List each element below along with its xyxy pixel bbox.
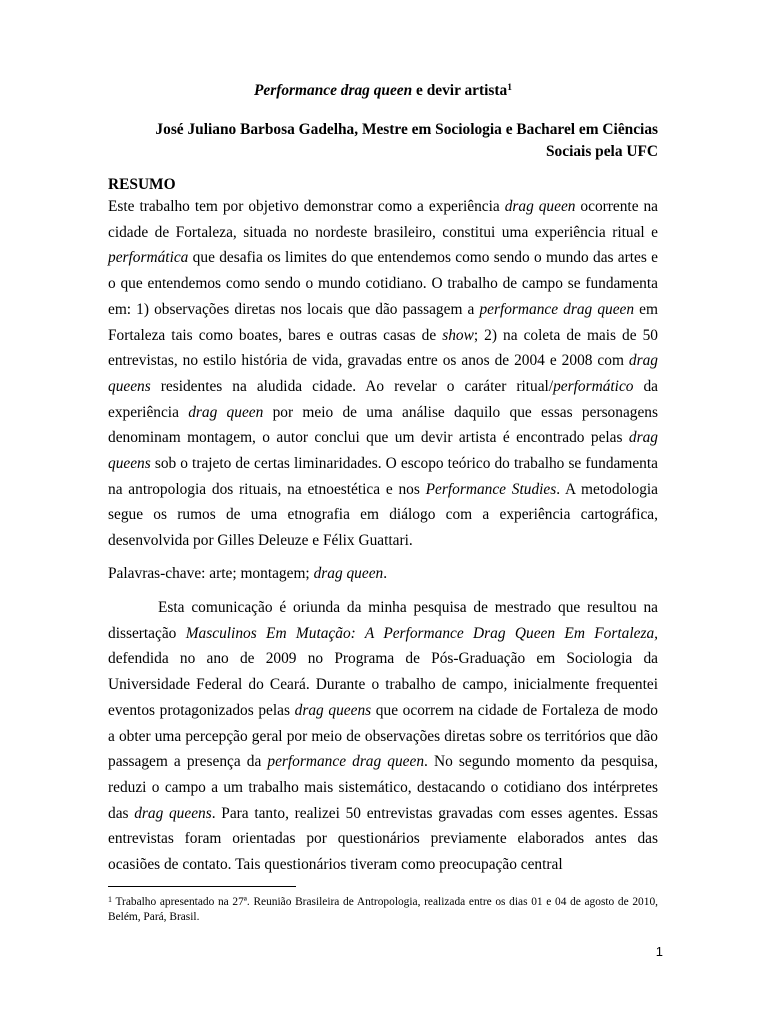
abstract-paragraph <box>108 194 658 554</box>
abstract-italic: performática <box>108 249 189 267</box>
body-text: que ocorrem na cidade de Fortaleza de modo a obter uma percepção geral por meio de observações diretas sobre os territórios que dão passagem a presença da <box>108 701 658 771</box>
abstract-text: ; 2) na coleta de mais de 50 entrevistas, no estilo história de vida, gravadas entre os anos de 2004 e 2008 com <box>108 326 658 370</box>
abstract-italic: performático <box>553 377 634 395</box>
abstract-text: por meio de uma análise daquilo que essas personagens denominam montagem, o autor conclui que um devir artista é encontrado pelas <box>108 403 658 447</box>
abstract-italic: drag queens <box>108 352 658 395</box>
author-line-1: José Juliano Barbosa Gadelha, Mestre em Sociologia e Bacharel em Ciências <box>155 121 658 138</box>
keywords-line <box>108 563 658 585</box>
abstract-text: sob o trajeto de certas liminaridades. O escopo teórico do trabalho se fundamenta na antropologia dos rituais, na etnoestética e nos <box>108 455 658 498</box>
footnote <box>108 892 658 925</box>
body-text: defendida no ano de 2009 no Programa de Pós-Graduação em Sociologia da Universidade Federal do Ceará. Durante o trabalho de campo, inicialmente frequentei eventos protagonizados pelas <box>108 650 658 719</box>
abstract-italic: drag queens <box>108 429 658 473</box>
abstract-italic: Performance Studies <box>425 480 557 498</box>
body-italic: drag queens <box>134 804 212 822</box>
author-line <box>108 119 658 163</box>
abstract-text: que desafia os limites do que entendemos como sendo o mundo das artes e o que entendemos como sendo o mundo cotidiano. O trabalho de campo se fundamenta em: 1) observações diretas nos locais que dão passagem a <box>108 249 658 318</box>
abstract-text: . A metodologia segue os rumos de uma etnografia em diálogo com a experiência cartográfica, desenvolvida por Gilles Deleuze e Félix Guattari. <box>108 480 658 550</box>
keywords-end: . <box>383 565 388 582</box>
abstract-italic: drag queen <box>504 198 576 215</box>
abstract-text: da experiência <box>108 377 659 421</box>
author-line-2: Sociais pela UFC <box>545 143 658 160</box>
keywords-text: Palavras-chave: arte; montagem; <box>108 565 314 582</box>
abstract-text: ocorrente na cidade de Fortaleza, situada no nordeste brasileiro, constitui uma experiência ritual e <box>108 198 659 241</box>
abstract-italic: show <box>442 326 474 344</box>
body-italic: drag queens <box>294 701 372 719</box>
keywords-italic: drag queen <box>313 565 384 582</box>
footnote-divider <box>108 886 296 887</box>
body-italic: performance drag queen <box>267 753 425 771</box>
abstract-text: Este trabalho tem por objetivo demonstrar como a experiência <box>108 198 505 215</box>
abstract-text: residentes na aludida cidade. Ao revelar o caráter ritual/ <box>150 377 554 395</box>
abstract-italic: drag queen <box>188 403 264 421</box>
document-title <box>108 82 658 100</box>
resumo-heading: RESUMO <box>108 176 176 193</box>
title-italic: Performance drag queen <box>254 82 413 99</box>
abstract-text: em Fortaleza tais como boates, bares e outras casas de <box>108 300 658 344</box>
abstract-italic: performance drag queen <box>479 300 635 318</box>
title-footnote-ref: 1 <box>507 83 512 93</box>
body-text: Esta comunicação é oriunda da minha pesquisa de mestrado que resultou na dissertação <box>108 599 658 642</box>
body-italic: Masculinos Em Mutação: A Performance Drag Queen Em Fortaleza, <box>185 624 658 642</box>
title-rest: e devir artista <box>412 82 508 99</box>
body-text: . Para tanto, realizei 50 entrevistas gravadas com esses agentes. Essas entrevistas foram orientadas por questionários previamente elaborados antes das ocasiões de contato. Tais questionários tiveram como preocupação central <box>108 804 658 874</box>
footnote-marker: 1 <box>108 895 112 904</box>
footnote-text: Trabalho apresentado na 27ª. Reunião Brasileira de Antropologia, realizada entre os dias 01 e 04 de agosto de 2010, Belém, Pará, Brasil. <box>108 896 658 923</box>
page-number: 1 <box>655 944 663 959</box>
body-text: . No segundo momento da pesquisa, reduzi o campo a um trabalho mais sistemático, destacando o cotidiano dos intérpretes das <box>108 753 658 822</box>
body-paragraph <box>108 595 658 878</box>
